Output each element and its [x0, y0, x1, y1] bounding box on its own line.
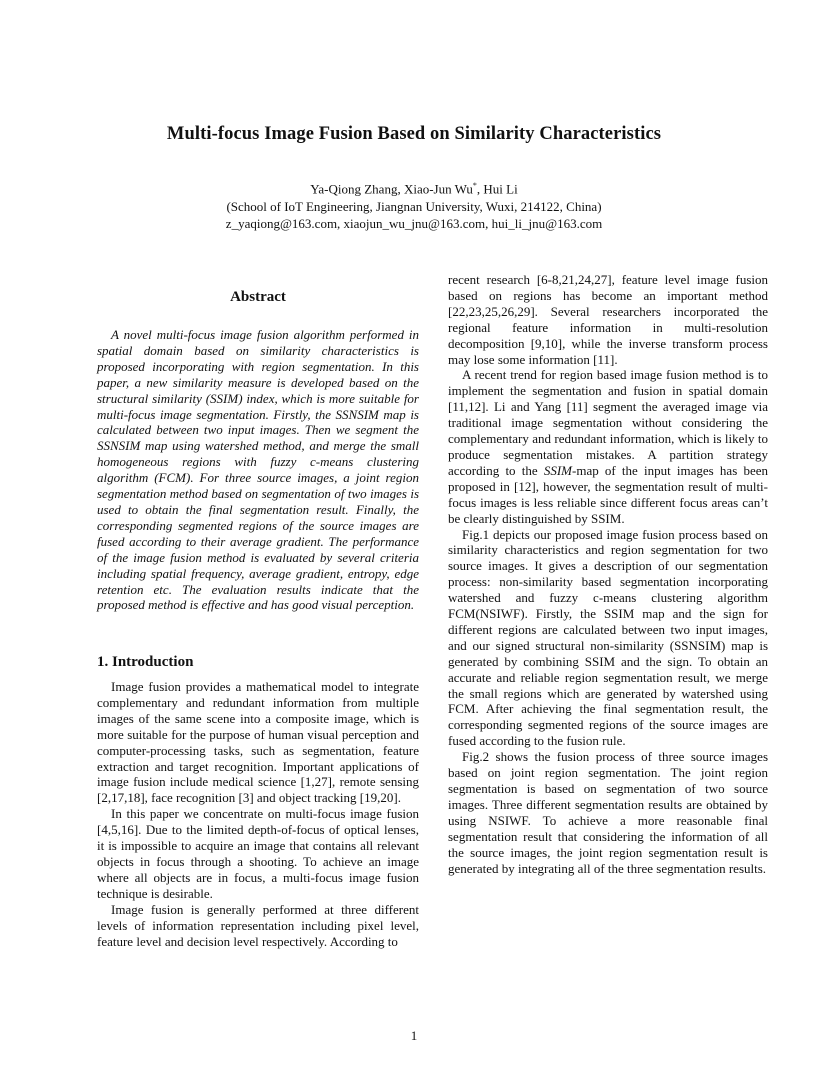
abstract-body	[97, 327, 419, 613]
author-emails: z_yaqiong@163.com, xiaojun_wu_jnu@163.com, hui_li_jnu@163.com	[225, 216, 603, 232]
author-names: Ya-Qiong Zhang, Xiao-Jun Wu*, Hui Li	[310, 181, 518, 197]
right-column	[448, 272, 768, 876]
paragraph: Image fusion provides a mathematical model to integrate complementary and redundant information from multiple images of the same scene into a composite image, which is more suitable for the purpose of human visual perception and computer-processing tasks, such as segmentation, feature extraction and target recognition. Important applications of image fusion include medical science [1,27], remote sensing [2,17,18], face recognition [3] and object tracking [19,20].	[97, 679, 419, 806]
abstract-heading: Abstract	[230, 289, 286, 305]
paper-title: Multi-focus Image Fusion Based on Similarity Characteristics	[166, 124, 662, 144]
paragraph: A recent trend for region based image fusion method is to implement the segmentation and fusion in spatial domain [11,12]. Li and Yang [11] segment the averaged image via traditional image segmentation without considering the complementary and redundant information, which is likely to produce segmentation mistakes. A partition strategy according to the SSIM-map of the input images has been proposed in [12], however, the segmentation result of multi-focus images is less reliable since different focus areas can’t be clearly distinguished by SSIM.	[448, 367, 768, 526]
author-affiliation: (School of IoT Engineering, Jiangnan University, Wuxi, 214122, China)	[226, 198, 602, 214]
ssim-term: SSIM	[543, 462, 572, 478]
abstract-text: A novel multi-focus image fusion algorithm performed in spatial domain based on similarity characteristics is proposed incorporating with region segmentation. In this paper, a new similarity measure is developed based on the structural similarity (SSIM) index, which is more suitable for multi-focus image segmentation. Firstly, the SSNSIM map is calculated between two input images. Then we segment the SSNSIM map using watershed method, and merge the small homogeneous regions with fuzzy c-means clustering algorithm (FCM). For three source images, a joint region segmentation method based on segmentation of two images is used to obtain the final segmentation result. Finally, the corresponding segmented regions of the source images are fused according to their average gradient. The performance of the image fusion method is evaluated by several criteria including spatial frequency, average gradient, entropy, edge retention etc. The evaluation results indicate that the proposed method is effective and has good visual perception.	[97, 327, 419, 613]
paragraph: In this paper we concentrate on multi-focus image fusion [4,5,16]. Due to the limited depth-of-focus of optical lenses, it is impossible to acquire an image that contains all relevant objects in focus through a shooting. To achieve an image where all objects are in focus, a multi-focus image fusion technique is desirable.	[97, 806, 419, 901]
introduction-heading: 1. Introduction	[97, 654, 194, 670]
paragraph: Fig.2 shows the fusion process of three source images based on joint region segmentation. The joint region segmentation is based on segmentation of two source images. Three different segmentation results are obtained by using NSIWF. To achieve a more reasonable final segmentation result that considering the information of all the source images, the joint region segmentation result is generated by integrating all of the three segmentation results.	[448, 749, 768, 876]
page-number: 1	[410, 1028, 418, 1043]
corresponding-author-mark: *	[472, 181, 477, 190]
paragraph: recent research [6-8,21,24,27], feature level image fusion based on regions has become an important method [22,23,25,26,29]. Several researchers incorporated the regional feature information in multi-resolution decomposition [9,10], while the inverse transform process may lose some information [11].	[448, 272, 768, 367]
paragraph: Image fusion is generally performed at three different levels of information representation including pixel level, feature level and decision level respectively. According to	[97, 901, 419, 949]
paragraph: Fig.1 depicts our proposed image fusion process based on similarity characteristics and region segmentation for two source images. It gives a description of our segmentation process: non-similarity based segmentation incorporating watershed and fuzzy c-means clustering algorithm FCM(NSIWF). Firstly, the SSIM map and the sign for different regions are calculated between two input images, and our signed structural non-similarity (SSNSIM) map is generated by combining SSIM and the sign. To obtain an accurate and reliable region segmentation result, we merge the small regions which are generated by watershed using FCM. After achieving the final segmentation result, the corresponding segmented regions of the source images are fused according to the fusion rule.	[448, 526, 768, 749]
author-block	[0, 177, 828, 233]
introduction-body	[97, 679, 419, 949]
